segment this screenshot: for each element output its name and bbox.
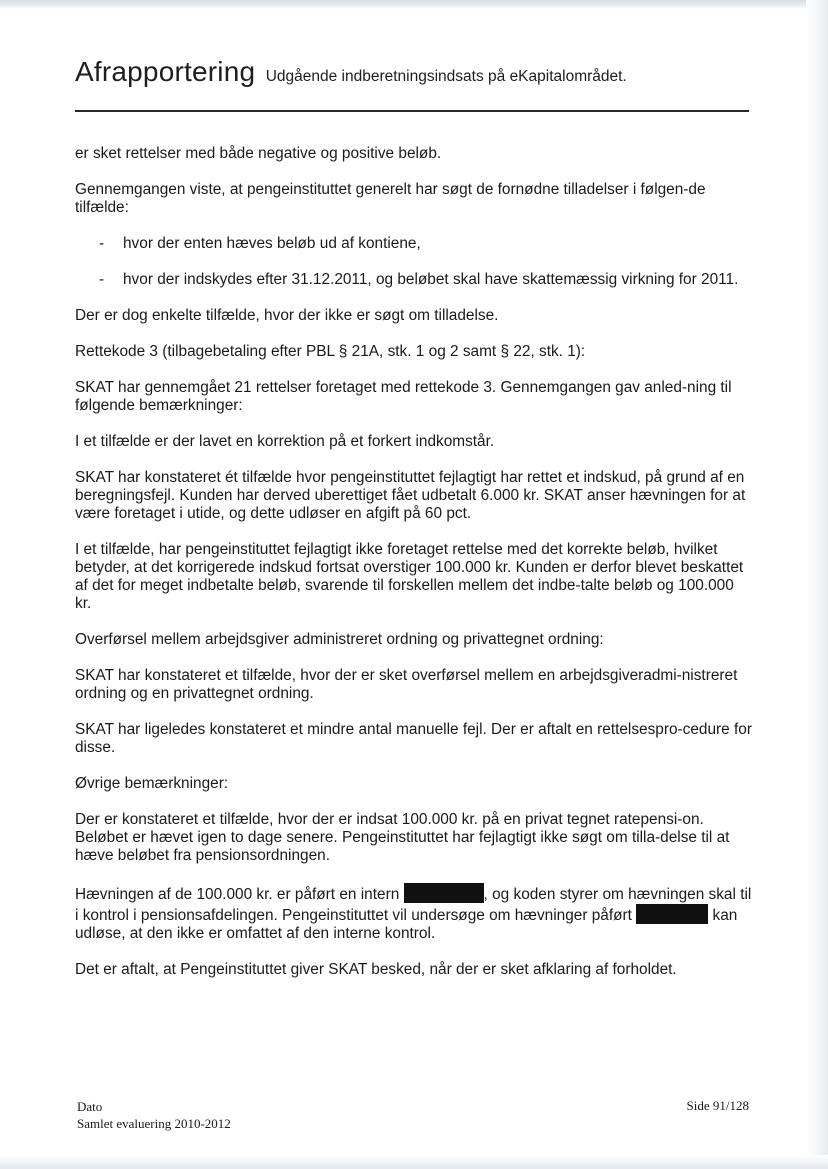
bullet-dash: - bbox=[99, 235, 105, 252]
list-item bbox=[75, 235, 753, 253]
paragraph-15: Det er aftalt, at Pengeinstituttet giver SKAT besked, når der er sket afklaring af forholdet. bbox=[75, 961, 677, 978]
scan-edge-right bbox=[806, 0, 828, 1169]
document-body bbox=[75, 145, 753, 997]
paragraph-14-part-a: Hævningen af de 100.000 kr. er påført en intern bbox=[75, 886, 400, 903]
page-title: Afrapportering bbox=[75, 56, 256, 87]
bullet-dash: - bbox=[99, 271, 105, 288]
redaction-box bbox=[636, 904, 708, 924]
paragraph-8: I et tilfælde, har pengeinstituttet fejlagtigt ikke foretaget rettelse med det korrekte beløb, hvilket betyder, at det korrigerede indskud fortsat overstiger 100.000 kr. Kunden er derfor blevet beskattet af det for meget indbetalte beløb, svarende til forskellen mellem det indbe-talte beløb og 100.000 kr. bbox=[75, 541, 744, 612]
paragraph-14-part-c: kan udløse, at den ikke er omfattet af den interne kontrol. bbox=[75, 907, 738, 942]
page-subtitle: Udgående indberetningsindsats på eKapitalområdet. bbox=[265, 68, 627, 85]
paragraph-2: Gennemgangen viste, at pengeinstituttet generelt har søgt de fornødne tilladelser i følgen-de tilfælde: bbox=[75, 181, 706, 216]
list-item-text: hvor der enten hæves beløb ud af kontiene, bbox=[123, 235, 421, 252]
paragraph-4: Rettekode 3 (tilbagebetaling efter PBL § 21A, stk. 1 og 2 samt § 22, stk. 1): bbox=[75, 343, 586, 360]
page-header bbox=[75, 56, 755, 88]
paragraph-14-part-b: , og koden styrer om hævningen skal til i kontrol i pensionsafdelingen. Pengeinstituttet vil undersøge om hævninger påført bbox=[75, 886, 752, 924]
bullet-list bbox=[75, 235, 753, 289]
paragraph-3: Der er dog enkelte tilfælde, hvor der ikke er søgt om tilladelse. bbox=[75, 307, 499, 324]
header-divider bbox=[75, 110, 749, 112]
paragraph-1: er sket rettelser med både negative og positive beløb. bbox=[75, 145, 442, 162]
footer-left bbox=[77, 1098, 231, 1132]
scan-edge-top bbox=[0, 0, 828, 9]
footer-document-name: Samlet evaluering 2010-2012 bbox=[77, 1116, 231, 1131]
footer-date-label: Dato bbox=[77, 1099, 103, 1114]
list-item-text: hvor der indskydes efter 31.12.2011, og beløbet skal have skattemæssig virkning for 2011. bbox=[123, 271, 739, 288]
paragraph-14 bbox=[75, 883, 753, 943]
paragraph-10: SKAT har konstateret et tilfælde, hvor der er sket overførsel mellem en arbejdsgiveradmi-nistreret ordning og en privattegnet ordning. bbox=[75, 667, 738, 702]
paragraph-11: SKAT har ligeledes konstateret et mindre antal manuelle fejl. Der er aftalt en rettelsespro-cedure for disse. bbox=[75, 721, 752, 756]
paragraph-7: SKAT har konstateret ét tilfælde hvor pengeinstituttet fejlagtigt har rettet et indskud, på grund af en beregningsfejl. Kunden har derved uberettiget fået udbetalt 6.000 kr. SKAT anser hævningen for at være foretaget i utide, og dette udløser en afgift på 60 pct. bbox=[75, 469, 746, 522]
list-item bbox=[75, 271, 753, 289]
paragraph-12: Øvrige bemærkninger: bbox=[75, 775, 229, 792]
paragraph-6: I et tilfælde er der lavet en korrektion på et forkert indkomstår. bbox=[75, 433, 495, 450]
scan-edge-bottom bbox=[0, 1155, 828, 1169]
paragraph-5: SKAT har gennemgået 21 rettelser foretaget med rettekode 3. Gennemgangen gav anled-ning til følgende bemærkninger: bbox=[75, 379, 732, 414]
paragraph-9: Overførsel mellem arbejdsgiver administreret ordning og privattegnet ordning: bbox=[75, 631, 604, 648]
redaction-box bbox=[404, 883, 484, 903]
page-number: Side 91/128 bbox=[686, 1098, 749, 1113]
paragraph-13: Der er konstateret et tilfælde, hvor der er indsat 100.000 kr. på en privat tegnet ratepensi-on. Beløbet er hævet igen to dage senere. Pengeinstituttet har fejlagtigt ikke søgt om tilla-delse til at hæve beløbet fra pensionsordningen. bbox=[75, 811, 730, 864]
